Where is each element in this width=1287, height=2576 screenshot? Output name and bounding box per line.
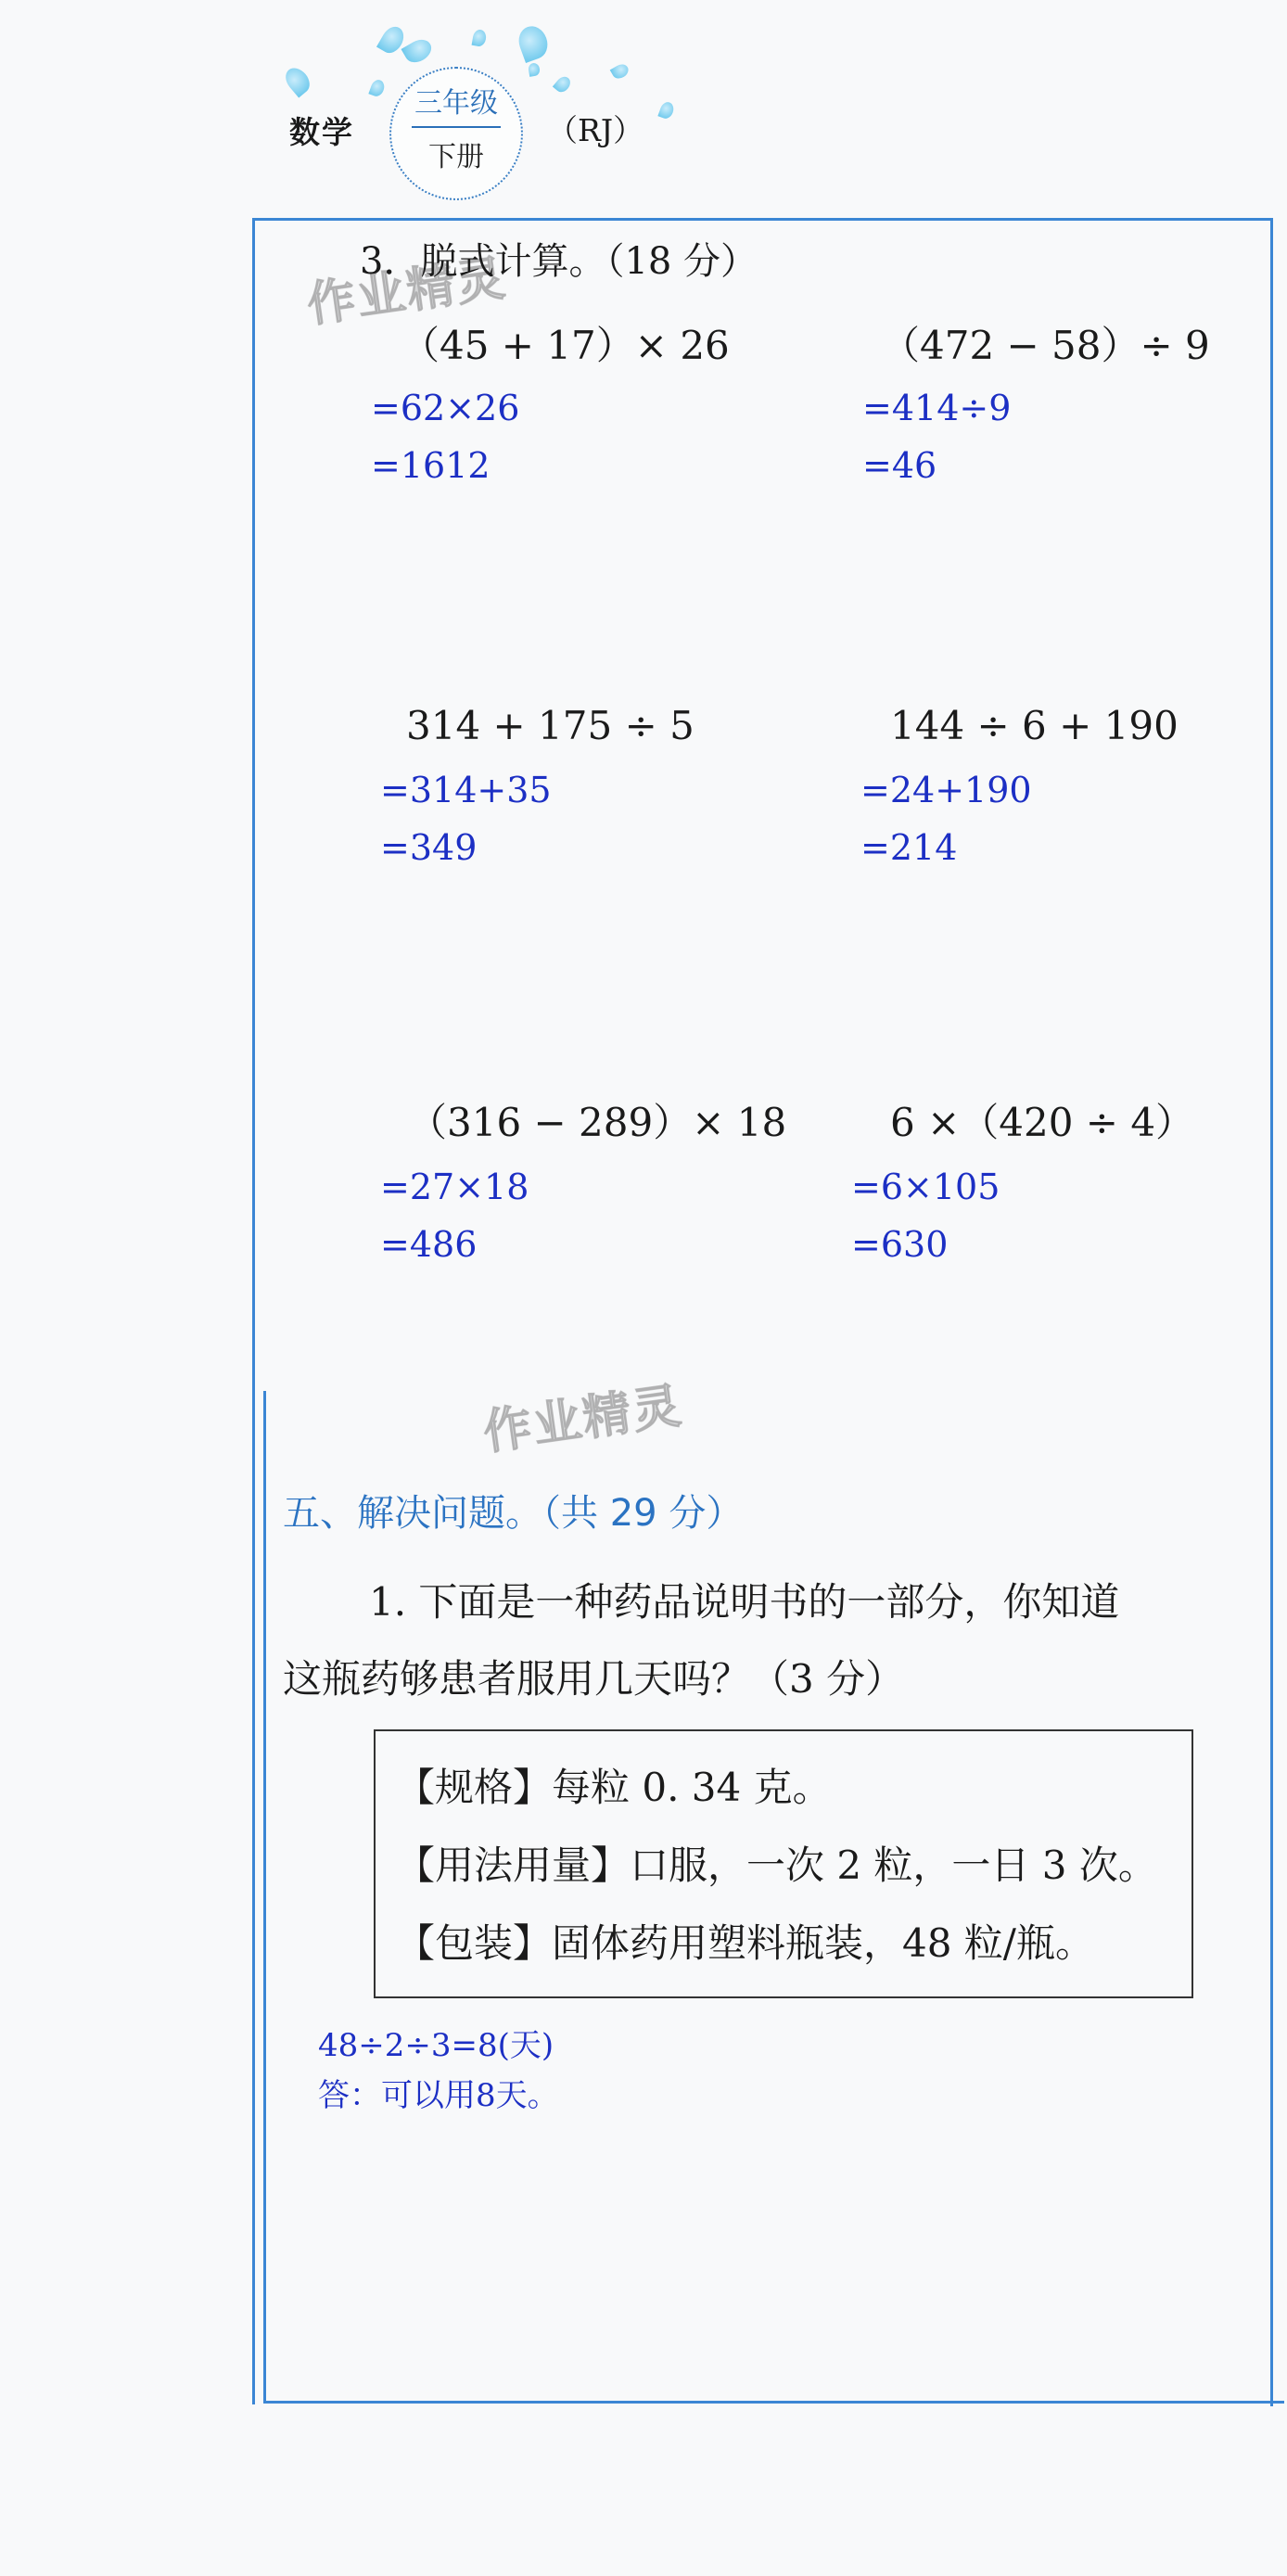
problem-expression: （472 − 58）÷ 9: [881, 323, 1210, 368]
problem-expression: （316 − 289）× 18: [408, 1100, 787, 1145]
subject-label: 数学: [289, 114, 354, 150]
answer-step: =46: [862, 445, 937, 486]
problem-expression: 314 + 175 ÷ 5: [406, 703, 694, 748]
answer-step: =414÷9: [862, 388, 1012, 428]
answer-step: =27×18: [380, 1167, 529, 1207]
answer-step: =314+35: [380, 770, 552, 810]
medicine-info-box: [374, 1729, 1193, 1998]
answer-step: =62×26: [371, 388, 520, 428]
leaf-decoration-icon: [281, 63, 314, 97]
answer-step: =6×105: [851, 1167, 1000, 1207]
leaf-decoration-icon: [610, 61, 631, 81]
leaf-decoration-icon: [368, 78, 386, 98]
info-line: 【规格】每粒 0. 34 克。: [396, 1765, 832, 1810]
answer-statement: 答：可以用8天。: [318, 2077, 559, 2114]
leaf-decoration-icon: [553, 74, 573, 96]
answer-step: =24+190: [860, 770, 1032, 810]
leaf-decoration-icon: [401, 35, 436, 67]
leaf-decoration-icon: [657, 100, 675, 121]
info-line: 【包装】固体药用塑料瓶装，48 粒/瓶。: [396, 1920, 1094, 1966]
edition-label: （RJ）: [547, 112, 644, 148]
frame-right-border: [1270, 218, 1273, 2406]
problem-expression: 6 ×（420 ÷ 4）: [890, 1100, 1195, 1145]
frame-left-border: [263, 1391, 266, 2404]
answer-step: =214: [860, 827, 958, 868]
grade-label: 三年级: [414, 87, 498, 120]
watermark: 作业精灵: [303, 250, 510, 334]
problem-text: 1. 下面是一种药品说明书的一部分，你知道: [369, 1579, 1120, 1625]
grade-divider: [412, 126, 501, 128]
watermark: 作业精灵: [479, 1378, 686, 1461]
problem-expression: 144 ÷ 6 + 190: [890, 703, 1179, 748]
answer-step: =486: [380, 1224, 478, 1265]
frame-bottom-border: [264, 2401, 1284, 2404]
info-line: 【用法用量】口服，一次 2 粒，一日 3 次。: [396, 1843, 1157, 1888]
leaf-decoration-icon: [515, 22, 553, 63]
answer-step: =1612: [371, 445, 491, 486]
leaf-decoration-icon: [472, 29, 488, 47]
leaf-decoration-icon: [528, 62, 541, 77]
answer-step: =349: [380, 827, 478, 868]
answer-step: =630: [851, 1224, 949, 1265]
question-title: 3．脱式计算。（18 分）: [360, 240, 758, 283]
answer-calculation: 48÷2÷3=8(天): [318, 2027, 554, 2064]
grade-badge: [389, 67, 523, 200]
volume-label: 下册: [428, 141, 484, 173]
section-title: 五、解决问题。（共 29 分）: [283, 1492, 744, 1535]
problem-text: 这瓶药够患者服用几天吗？（3 分）: [283, 1656, 905, 1702]
problem-expression: （45 + 17）× 26: [401, 323, 730, 368]
